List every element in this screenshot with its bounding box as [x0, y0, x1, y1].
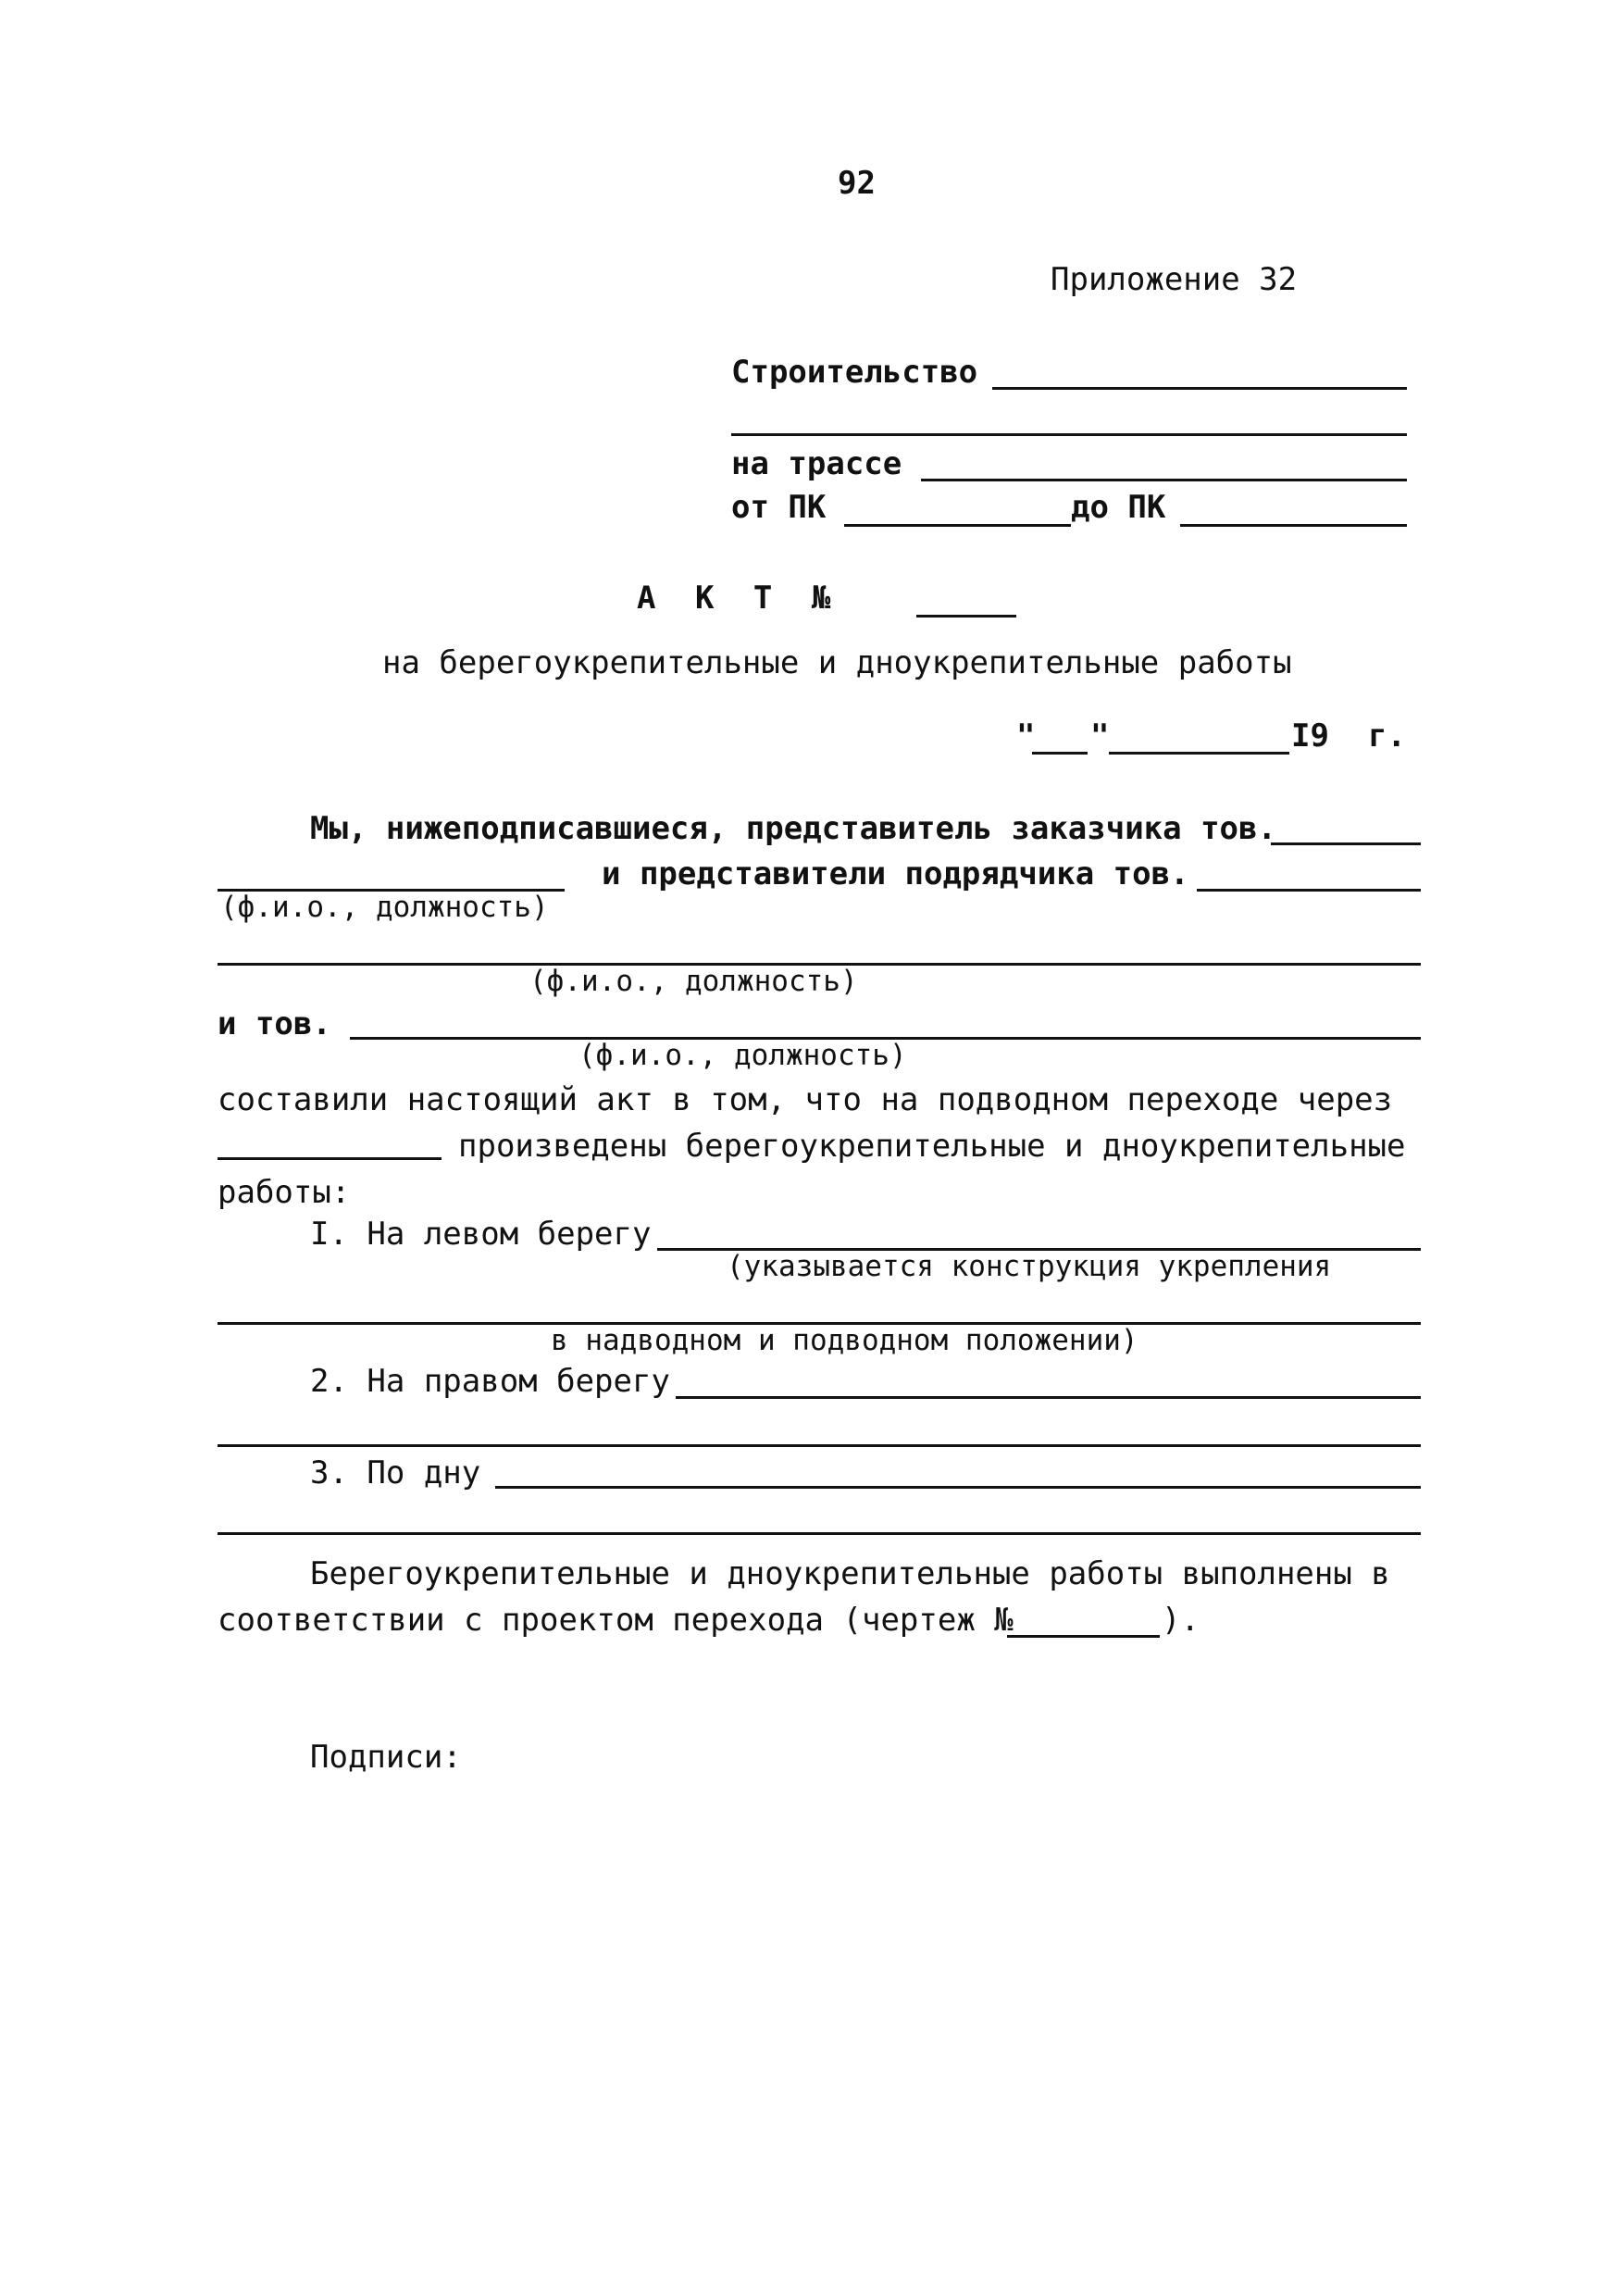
- construction-label: Строительство: [731, 354, 978, 391]
- pk-to-field[interactable]: [1180, 524, 1407, 527]
- item1-caption-b: в надводном и подводном положении): [551, 1324, 1138, 1357]
- body-line-representatives: Мы, нижеподписавшиеся, представитель заказчика тов.: [310, 810, 1276, 847]
- act-number-field[interactable]: [916, 615, 1016, 618]
- construction-field-line2[interactable]: [731, 433, 1407, 436]
- and-tov-label: и тов.: [218, 1005, 331, 1042]
- item3-field-line2[interactable]: [218, 1532, 1421, 1535]
- conclusion-line1: Берегоукрепительные и дноукрепительные работы выполнены в: [310, 1555, 1390, 1592]
- customer-rep-caption: (ф.и.о., должность): [220, 891, 549, 924]
- appendix-label: Приложение 32: [1051, 261, 1298, 298]
- body-line-compiled: составили настоящий акт в том, что на подводном переходе через: [218, 1081, 1393, 1118]
- item2-label: 2. На правом берегу: [310, 1363, 670, 1400]
- conclusion-line2: соответствии с проектом перехода (чертеж №: [218, 1602, 1014, 1639]
- body-line-contractors: и представители подрядчика тов.: [602, 855, 1189, 892]
- date-month-field[interactable]: [1109, 752, 1289, 755]
- body-line-works: работы:: [218, 1174, 351, 1211]
- item1-label: I. На левом берегу: [310, 1216, 652, 1253]
- construction-field[interactable]: [992, 387, 1407, 390]
- item3-field[interactable]: [495, 1486, 1421, 1489]
- date-year-suffix: г.: [1368, 718, 1406, 755]
- river-field[interactable]: [218, 1157, 442, 1160]
- item2-field[interactable]: [676, 1396, 1421, 1399]
- contractor-rep2-caption: (ф.и.о., должность): [578, 1039, 907, 1072]
- date-open-quote: ": [1016, 718, 1036, 755]
- date-close-quote: ": [1090, 718, 1110, 755]
- date-day-field[interactable]: [1032, 752, 1088, 755]
- act-subtitle: на берегоукрепительные и дноукрепительные работы: [382, 644, 1292, 681]
- contractor-rep-field[interactable]: [1197, 889, 1421, 892]
- act-title: А К Т №: [637, 580, 831, 617]
- route-label: на трассе: [731, 445, 902, 482]
- body-line-performed: произведены берегоукрепительные и дноукрепительные: [458, 1128, 1406, 1165]
- conclusion-line2-end: ).: [1162, 1602, 1200, 1639]
- route-field[interactable]: [921, 479, 1407, 481]
- item1-caption-a: (указывается конструкция укрепления: [727, 1250, 1332, 1283]
- item3-label: 3. По дну: [310, 1454, 481, 1491]
- customer-rep-field[interactable]: [1271, 842, 1421, 845]
- date-year-prefix: I9: [1291, 718, 1329, 755]
- pk-to-label: до ПК: [1071, 489, 1166, 526]
- signatures-label: Подписи:: [310, 1739, 462, 1776]
- pk-from-field[interactable]: [844, 524, 1071, 527]
- drawing-number-field[interactable]: [1007, 1635, 1160, 1638]
- item2-field-line2[interactable]: [218, 1444, 1421, 1447]
- page-number: 92: [838, 165, 876, 202]
- pk-from-label: от ПК: [731, 489, 827, 526]
- contractor-rep-caption: (ф.и.о., должность): [529, 965, 858, 998]
